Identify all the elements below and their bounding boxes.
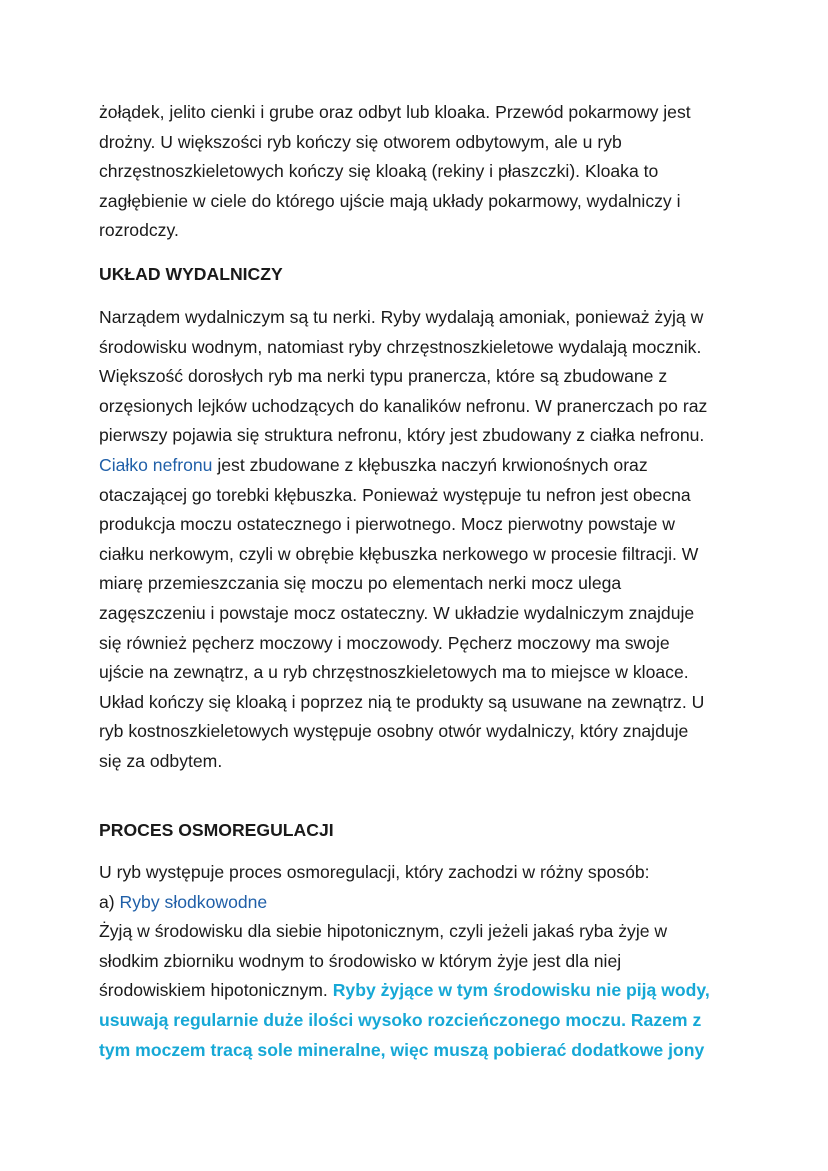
text-line: środowisku wodnym, natomiast ryby chrzęstnoszkieletowe wydalają mocznik. [99,336,702,357]
link-nephron-corpuscle[interactable]: Ciałko nefronu [99,454,213,475]
text-line: U ryb występuje proces osmoregulacji, który zachodzi w różny sposób: [99,862,650,882]
text-line: Układ kończy się kloaką i poprzez nią te produkty są usuwane na zewnątrz. U [99,691,705,712]
text-line: otaczającej go torebki kłębuszka. Ponieważ występuje tu nefron jest obecna [99,484,691,505]
osmoregulation-paragraph [99,858,749,1065]
text-line: miarę przemieszczania się moczu po elementach nerki mocz ulega [99,573,622,594]
text-line: orzęsionych lejków uchodzących do kanalików nefronu. W pranerczach po raz [99,395,708,416]
list-item [99,888,749,918]
text-span: jest zbudowane z kłębuszka naczyń krwionośnych oraz [212,454,648,475]
text-line: ciałku nerkowym, czyli w obrębie kłębuszka nerkowego w procesie filtracji. W [99,543,699,564]
text-line: słodkim zbiorniku wodnym to środowisko w którym żyje jest dla niej [99,950,622,971]
text-line: ujście na zewnątrz, a u ryb chrzęstnoszkieletowych ma to miejsce w kloace. [99,662,689,683]
text-span: środowiskiem hipotonicznym. [99,980,333,1001]
text-line: pierwszy pojawia się struktura nefronu, który jest zbudowany z ciałka nefronu. [99,425,705,446]
text-line: produkcja moczu ostatecznego i pierwotnego. Mocz pierwotny powstaje w [99,514,675,535]
text-line: się za odbytem. [99,750,223,771]
list-marker: a) [99,891,120,912]
digestive-paragraph [99,98,749,246]
text-line [99,451,749,481]
text-line: ryb kostnoszkieletowych występuje osobny otwór wydalniczy, który znajduje [99,721,689,742]
text-line: Większość dorosłych ryb ma nerki typu pranercza, które są zbudowane z [99,366,668,387]
text-line: chrzęstnoszkieletowych kończy się kloaką (rekiny i płaszczki). Kloaka to [99,161,659,182]
text-line: Żyją w środowisku dla siebie hipotonicznym, czyli jeżeli jakaś ryba żyje w [99,921,668,942]
highlighted-text: Ryby żyjące w tym środowisku nie piją wody, [332,980,710,1001]
text-line: drożny. U większości ryb kończy się otworem odbytowym, ale u ryb [99,131,622,152]
text-line: żołądek, jelito cienki i grube oraz odbyt lub kloaka. Przewód pokarmowy jest [99,102,691,122]
highlighted-text: usuwają regularnie duże ilości wysoko rozcieńczonego moczu. Razem z [99,1009,702,1030]
text-line: rozrodczy. [99,220,179,241]
section-heading-osmoregulation: PROCES OSMOREGULACJI [99,820,334,840]
excretory-paragraph [99,303,749,777]
section-heading-excretory: UKŁAD WYDALNICZY [99,264,283,284]
text-line: zagęszczeniu i powstaje mocz ostateczny. W układzie wydalniczym znajduje [99,602,695,623]
text-line: zagłębienie w ciele do którego ujście mają układy pokarmowy, wydalniczy i [99,190,681,211]
highlighted-text: tym moczem tracą sole mineralne, więc muszą pobierać dodatkowe jony [99,1039,705,1060]
link-freshwater-fish[interactable]: Ryby słodkowodne [119,891,268,912]
text-line: Narządem wydalniczym są tu nerki. Ryby wydalają amoniak, ponieważ żyją w [99,307,704,327]
text-line [99,976,749,1006]
text-line: się również pęcherz moczowy i moczowody. Pęcherz moczowy ma swoje [99,632,670,653]
